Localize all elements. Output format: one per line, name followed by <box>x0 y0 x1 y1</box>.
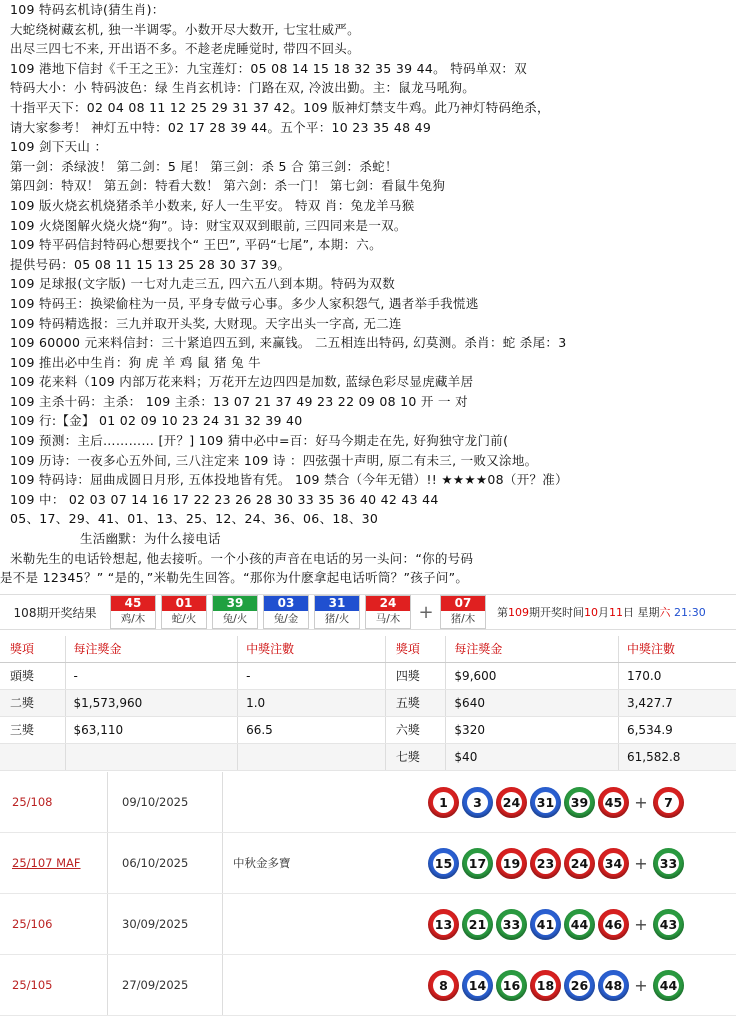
lottery-ball <box>496 787 527 818</box>
ball-number: 44 <box>658 975 679 996</box>
ball-number: 34 <box>603 853 624 874</box>
prize-cell: 6,534.9 <box>626 723 673 737</box>
tile-number: 45 <box>111 596 155 611</box>
prize-cell: 頭獎 <box>0 663 66 689</box>
prize-cell: 3,427.7 <box>626 696 673 710</box>
prize-cell: 獎項 <box>0 636 66 662</box>
ball-number: 24 <box>569 853 590 874</box>
ball-number: 33 <box>658 853 679 874</box>
prize-cell: 二獎 <box>0 690 66 716</box>
tile-number: 31 <box>315 596 359 611</box>
lottery-ball <box>598 848 629 879</box>
lottery-ball <box>653 970 684 1001</box>
tile-number: 01 <box>162 596 206 611</box>
draw-date: 30/09/2025 <box>108 894 223 954</box>
text-line: 109 花来料（109 内部万花来料；万花开左边四四是加数, 蓝绿色彩尽显虎藏羊居 <box>10 374 474 390</box>
text-line: 请大家参考！ 神灯五中特：02 17 28 39 44。五个平：10 23 35 48 49 <box>10 119 432 135</box>
text-line: 米勒先生的电话铃想起, 他去接听。一个小孩的声音在电话的另一头问：“你的号码 <box>10 550 474 566</box>
ball-number: 15 <box>433 853 454 874</box>
prize-cell: $40 <box>446 744 619 770</box>
prize-row <box>0 744 736 771</box>
ball-number: 18 <box>535 975 556 996</box>
draw-history <box>0 772 736 1013</box>
ball-number: 7 <box>658 792 679 813</box>
plus-sign: + <box>634 975 648 995</box>
history-row <box>0 833 736 894</box>
prize-cell: 1.0 <box>238 690 386 716</box>
number-tile <box>263 595 309 629</box>
text-line: 109 特平码信封特码心想要找个“ 王巴”, 平码“七尾”, 本期：六。 <box>10 237 382 253</box>
next-month-unit: 月 <box>598 606 609 619</box>
text-line: 109 特码玄机诗(猜生肖)： <box>10 2 165 17</box>
next-weekday: 六 <box>659 606 671 619</box>
lottery-ball <box>496 970 527 1001</box>
text-line: 特码大小：小 特码波色：绿 生肖玄机诗：门路在双, 冷波出勤。主：鼠龙马吼狗。 <box>10 80 476 96</box>
number-tile <box>212 595 258 629</box>
prize-cell <box>66 744 239 770</box>
period-link[interactable]: 25/105 <box>0 955 108 1015</box>
lottery-ball <box>564 848 595 879</box>
tile-number: 03 <box>264 596 308 611</box>
lottery-ball <box>462 787 493 818</box>
next-month: 10 <box>584 606 598 619</box>
text-line: 第一剑：杀绿波！ 第二剑：5 尾！ 第三剑：杀 5 合 第三剑：杀蛇！ <box>10 158 398 174</box>
draw-note <box>223 955 428 1015</box>
ball-set <box>428 970 687 1001</box>
tile-zodiac: 猪/火 <box>315 611 359 628</box>
text-line: 109 足球报(文字版) 一七对九走三五, 四六五八到本期。特码为双数 <box>10 276 396 292</box>
prize-cell: - <box>66 663 239 689</box>
ball-number: 14 <box>467 975 488 996</box>
lottery-ball <box>653 909 684 940</box>
text-line: 109 历诗：一夜多心五外间, 三八注定来 109 诗 ：四弦强十声明, 原二有未三, 一败又涂地。 <box>10 452 538 468</box>
text-line: 是不是 12345？” “是的，”米勒先生回答。“那你为什麽拿起电话听筒？”孩子问”。 <box>0 570 469 586</box>
text-line: 出尽三四七不来, 开出语不多。不趁老虎睡觉时, 带四不回头。 <box>10 41 360 57</box>
lottery-ball <box>530 909 561 940</box>
prize-row <box>0 717 736 744</box>
lottery-ball <box>653 787 684 818</box>
text-line: 109 火烧图解火烧火烧“狗”。诗：财宝双双到眼前, 三四同来是一双。 <box>10 217 407 233</box>
special-number-tile <box>440 595 486 629</box>
number-tile <box>314 595 360 629</box>
period-link[interactable]: 25/108 <box>0 772 108 832</box>
ball-set <box>428 848 687 879</box>
ball-number: 8 <box>433 975 454 996</box>
prize-header-row <box>0 636 736 663</box>
lottery-ball <box>462 970 493 1001</box>
lottery-ball <box>564 787 595 818</box>
text-line: 十指平天下：02 04 08 11 12 25 29 31 37 42。109 版神灯禁支牛鸡。此乃神灯特码绝杀， <box>10 99 550 115</box>
lottery-ball <box>428 848 459 879</box>
prize-cell: $63,110 <box>66 717 239 743</box>
text-line: 提供号码：05 08 11 15 13 25 28 30 37 39。 <box>10 256 291 272</box>
plus-sign: + <box>634 853 648 873</box>
tile-zodiac: 马/木 <box>366 611 410 628</box>
draw-tiles <box>110 595 416 629</box>
text-line: 109 中： 02 03 07 14 16 17 22 23 26 28 30 33 35 36 40 42 43 44 <box>10 491 439 507</box>
text-line: 109 预测：主后………… [开？] 109 猜中必中=百：好马今期走在先, 好狗独守龙门前( <box>10 433 509 449</box>
prize-cell: 每注獎金 <box>66 636 239 662</box>
next-time: 21:30 <box>674 606 706 619</box>
ball-number: 23 <box>535 853 556 874</box>
prize-cell: $1,573,960 <box>66 690 239 716</box>
ball-number: 45 <box>603 792 624 813</box>
prize-cell: 六獎 <box>386 717 447 743</box>
text-line: 109 行:【金】 01 02 09 10 23 24 31 32 39 40 <box>10 413 303 429</box>
text-line: 109 剑下天山 ： <box>10 139 108 155</box>
ball-number: 24 <box>501 792 522 813</box>
lottery-ball <box>496 909 527 940</box>
text-line: 109 主杀十码：主杀： 109 主杀：13 07 21 37 49 23 22 09 08 10 开 一 对 <box>10 393 468 409</box>
text-line: 大蛇绕树藏玄机, 独一半调零。小数开尽大数开, 七宝壮威严。 <box>10 21 360 37</box>
prize-cell: $640 <box>446 690 619 716</box>
prize-cell: 五獎 <box>386 690 447 716</box>
next-issue: 109 <box>508 606 529 619</box>
prize-row <box>0 663 736 690</box>
number-tile <box>161 595 207 629</box>
ball-number: 16 <box>501 975 522 996</box>
tile-zodiac: 兔/火 <box>213 611 257 628</box>
text-line: 109 推出必中生肖：狗 虎 羊 鸡 鼠 猪 兔 牛 <box>10 354 261 370</box>
draw-note <box>223 894 428 954</box>
prize-cell: 170.0 <box>626 669 662 683</box>
tile-zodiac: 鸡/木 <box>111 611 155 628</box>
text-line: 109 60000 元来料信封：三十紧追四五到, 来赢钱。 二五相连出特码, 幻莫测。杀肖：蛇 杀尾：3 <box>10 335 567 351</box>
prize-cell: 三獎 <box>0 717 66 743</box>
lottery-ball <box>564 970 595 1001</box>
text-line: 109 特码精选报：三九并取开头奖, 大财现。天字出头一字高, 无二连 <box>10 315 402 331</box>
prize-cell: 七獎 <box>386 744 447 770</box>
ball-number: 31 <box>535 792 556 813</box>
lottery-ball <box>530 970 561 1001</box>
prize-cell: 61,582.8 <box>626 750 681 764</box>
prize-row <box>0 690 736 717</box>
prize-cell: 每注獎金 <box>446 636 619 662</box>
ball-number: 33 <box>501 914 522 935</box>
tile-zodiac: 蛇/火 <box>162 611 206 628</box>
text-line: 109 港地下信封《千王之王》：九宝莲灯：05 08 14 15 18 32 35 39 44。 特码单双：双 <box>10 60 527 76</box>
text-line: 109 特码王：换梁偷柱为一员, 平身专做亏心事。多少人家积怨气, 遇者举手我慌逃 <box>10 295 479 311</box>
lottery-ball <box>530 787 561 818</box>
prize-cell: 中獎注數 <box>626 642 675 656</box>
period-link[interactable]: 25/107 MAF <box>0 833 108 893</box>
prize-cell: $9,600 <box>446 663 619 689</box>
draw-result-bar <box>0 594 736 630</box>
ball-number: 44 <box>569 914 590 935</box>
number-tile <box>365 595 411 629</box>
text-line: 109 版火烧玄机烧猪杀羊小数来, 好人一生平安。 特双 肖：兔龙羊马猴 <box>10 197 415 213</box>
draw-date: 09/10/2025 <box>108 772 223 832</box>
lottery-ball <box>428 787 459 818</box>
ball-number: 46 <box>603 914 624 935</box>
draw-date: 06/10/2025 <box>108 833 223 893</box>
next-draw-info <box>497 604 706 620</box>
history-row <box>0 772 736 833</box>
prize-cell: - <box>238 663 386 689</box>
prize-cell: 四獎 <box>386 663 447 689</box>
prize-cell <box>238 744 386 770</box>
number-tile <box>110 595 156 629</box>
ball-number: 21 <box>467 914 488 935</box>
prize-cell <box>0 744 66 770</box>
lottery-ball <box>428 909 459 940</box>
draw-title: 108期开奖结果 <box>13 605 97 620</box>
plus-sign: + <box>634 914 648 934</box>
ball-number: 13 <box>433 914 454 935</box>
draw-date: 27/09/2025 <box>108 955 223 1015</box>
prize-cell: $320 <box>446 717 619 743</box>
draw-note <box>223 772 428 832</box>
ball-number: 26 <box>569 975 590 996</box>
lottery-ball <box>496 848 527 879</box>
text-line: 第四剑：特双！ 第五剑：特看大数！ 第六剑：杀一门！ 第七剑：看鼠牛兔狗 <box>10 178 446 194</box>
next-day-unit: 日 星期 <box>623 606 660 619</box>
next-mid: 期开奖时间 <box>529 606 584 619</box>
ball-set <box>428 909 687 940</box>
history-row <box>0 955 736 1016</box>
lottery-ball <box>598 909 629 940</box>
lottery-ball <box>653 848 684 879</box>
history-row <box>0 894 736 955</box>
ball-number: 41 <box>535 914 556 935</box>
next-day: 11 <box>609 606 623 619</box>
next-prefix: 第 <box>497 606 508 619</box>
prize-cell: 獎項 <box>386 636 447 662</box>
lottery-ball <box>598 970 629 1001</box>
special-zodiac: 猪/木 <box>441 611 485 628</box>
text-line: 05、17、29、41、01、13、25、12、24、36、06、18、30 <box>10 511 379 527</box>
lottery-ball <box>564 909 595 940</box>
special-number: 07 <box>441 596 485 611</box>
lottery-ball <box>428 970 459 1001</box>
text-line: 109 特码诗：屈曲成圆日月形, 五体投地皆有凭。 109 禁合（今年无错）!! ★★★★08（开？准） <box>10 472 568 488</box>
ball-number: 43 <box>658 914 679 935</box>
lottery-ball <box>530 848 561 879</box>
text-line: 生活幽默：为什么接电话 <box>80 531 221 547</box>
tile-zodiac: 兔/金 <box>264 611 308 628</box>
ball-number: 17 <box>467 853 488 874</box>
draw-note: 中秋金多寶 <box>233 856 291 870</box>
tile-number: 39 <box>213 596 257 611</box>
lottery-ball <box>598 787 629 818</box>
ball-number: 48 <box>603 975 624 996</box>
plus-sign: + <box>634 792 648 812</box>
ball-number: 39 <box>569 792 590 813</box>
tile-number: 24 <box>366 596 410 611</box>
prize-table <box>0 636 736 766</box>
prize-cell: 中獎注數 <box>238 636 386 662</box>
lottery-ball <box>462 909 493 940</box>
ball-set <box>428 787 687 818</box>
plus-sign: + <box>418 601 434 623</box>
prize-cell: 66.5 <box>238 717 386 743</box>
period-link[interactable]: 25/106 <box>0 894 108 954</box>
ball-number: 19 <box>501 853 522 874</box>
lottery-ball <box>462 848 493 879</box>
ball-number: 1 <box>433 792 454 813</box>
ball-number: 3 <box>467 792 488 813</box>
